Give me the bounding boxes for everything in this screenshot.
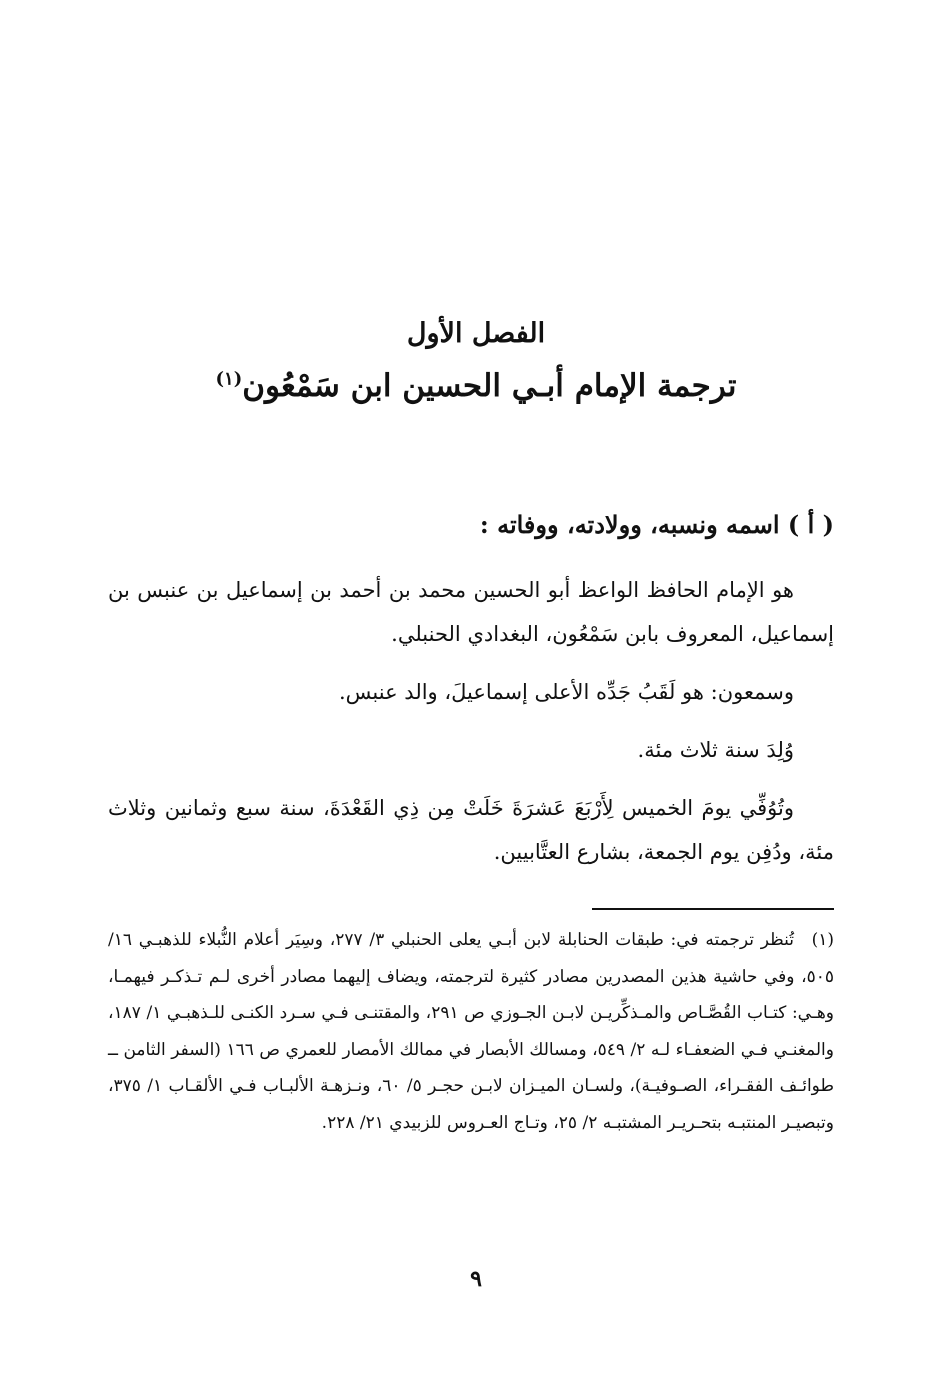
- paragraph-name-lineage: هو الإمام الحافظ الواعظ أبو الحسين محمد بن أحمد بن إسماعيل بن عنبس بن إسماعيل، المعروف بابن سَمْعُون، البغدادي الحنبلي.: [108, 578, 834, 646]
- chapter-title-text: ترجمة الإمام أبـي الحسين ابن سَمْعُون: [242, 368, 737, 404]
- footnote-text: تُنظر ترجمته في: طبقات الحنابلة لابن أبـي يعلى الحنبلي ٣/ ٢٧٧، وسِيَر أعلام النُّبلاء للذهبـي ١٦/ ٥٠٥، وفي حاشية هذين المصدرين مصادر كثيرة لترجمته، ويضاف إليهما مصادر أخرى لـم تـذكـر فيهمـا، وهـي: كتـاب القُصَّـاص والمـذكِّريـن لابـن الجـوزي ص ٢٩١، والمقتنـى فـي سـرد الكنـى للـذهبـي ١/ ١٨٧، والمغنـي فـي الضعفـاء لـه ٢/ ٥٤٩، ومسالك الأبصار في ممالك الأمصار للعمري ص ١٦٦ (السفر الثامن ــ طوائـف الفقـراء، الصـوفيـة)، ولسـان الميـزان لابـن حجـر ٥/ ٦٠، ونـزهـة الألبـاب فـي الألقـاب ١/ ٣٧٥، وتبصيـر المنتبـه بتحـريـر المشتبـه ٢/ ٢٥، وتـاج العـروس للزبيدي ٢١/ ٢٢٨.: [108, 930, 834, 1133]
- chapter-title: [0, 368, 952, 404]
- section-heading: ( أ ) اسمه ونسبه، وولادته، ووفاته :: [479, 510, 834, 539]
- footnote-divider: [592, 908, 834, 910]
- footnote: [108, 922, 834, 1141]
- paragraph-birth: وُلِدَ سنة ثلاث مئة.: [637, 738, 794, 762]
- paragraph-death: وتُوُفِّي يومَ الخميس لِأَرْبَعَ عَشرَةَ خَلَتْ مِن ذِي القَعْدَةَ، سنة سبع وثمانين وثلاث مئة، ودُفِن يوم الجمعة، بشارع العتَّابيين.: [108, 796, 834, 864]
- body-text: [108, 568, 834, 888]
- page-number: ٩: [470, 1266, 482, 1292]
- footnote-reference[interactable]: (١): [215, 368, 243, 390]
- footnote-marker: (١): [811, 930, 834, 950]
- paragraph-nickname: وسمعون: هو لَقَبُ جَدِّه الأعلى إسماعيلَ، والد عنبس.: [338, 680, 794, 704]
- chapter-label: الفصل الأول: [406, 318, 546, 349]
